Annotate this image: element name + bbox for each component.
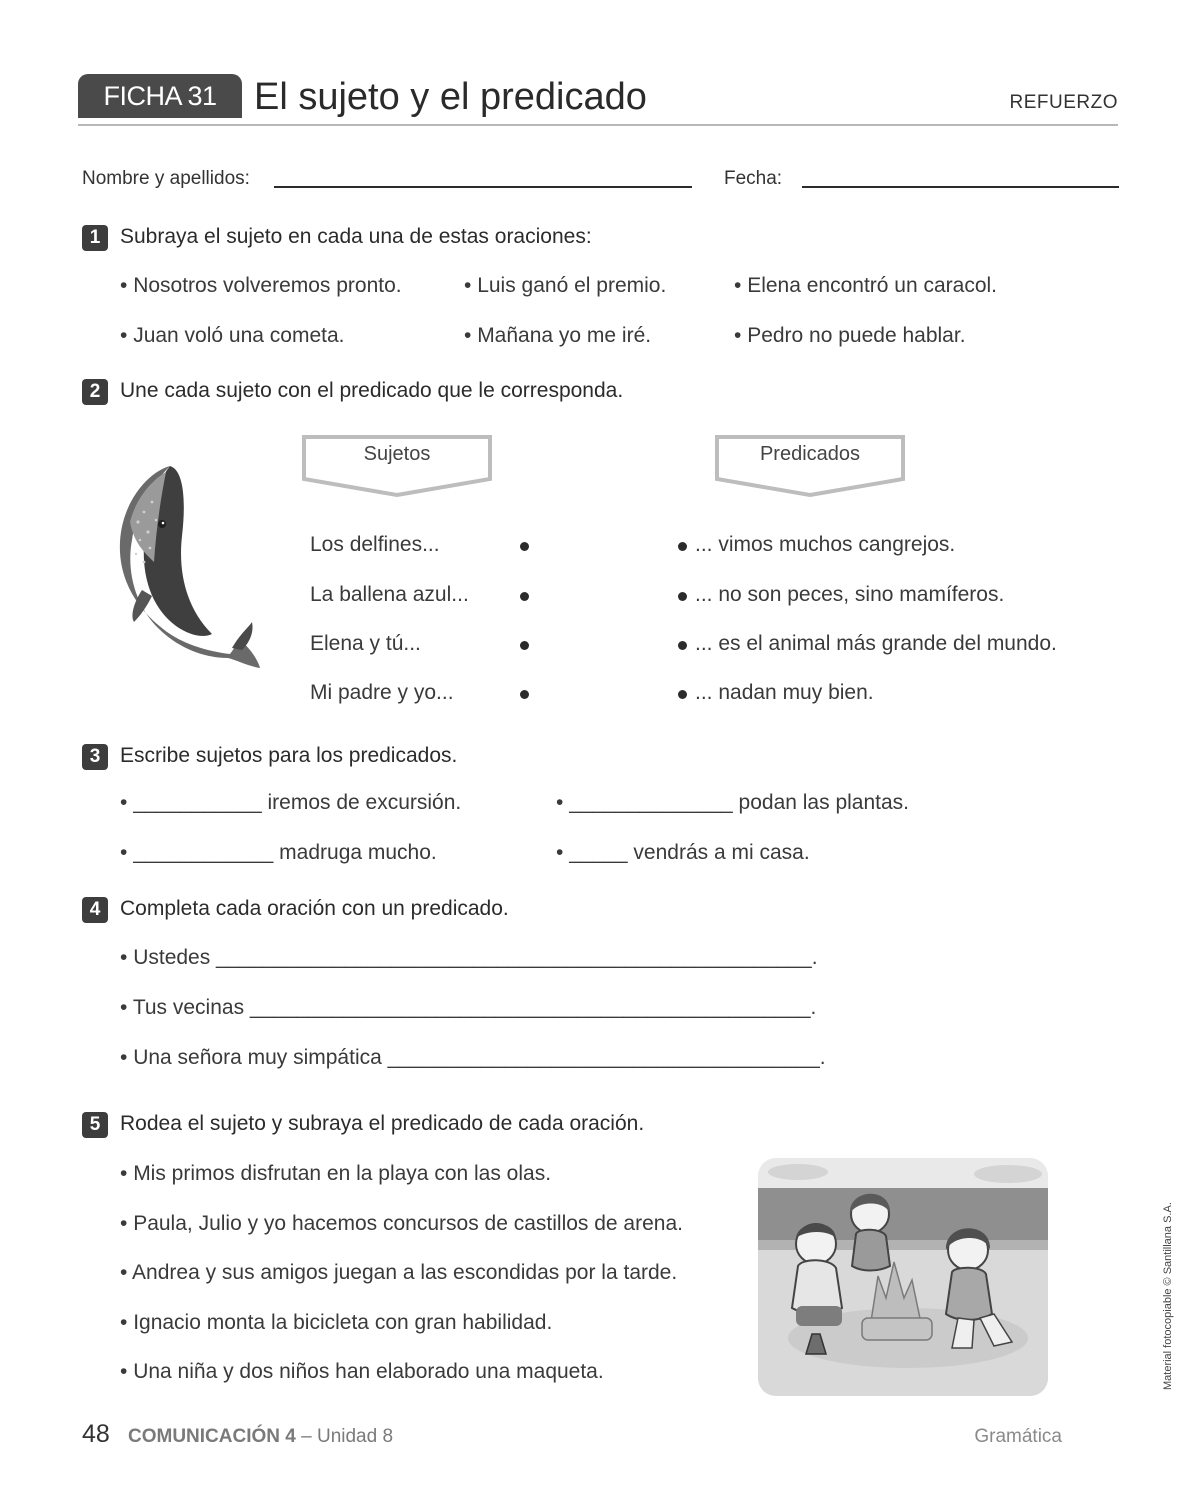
copyright-note: Material fotocopiable © Santillana S.A. xyxy=(1162,1202,1174,1390)
predicate-item: ... no son peces, sino mamíferos. xyxy=(695,583,1005,606)
subject-connector-dot[interactable] xyxy=(520,542,529,551)
subjects-banner xyxy=(302,435,492,497)
exercise-1-item[interactable]: • Mañana yo me iré. xyxy=(464,324,651,348)
exercise-4-instruction: Completa cada oración con un predicado. xyxy=(120,897,509,920)
name-label: Nombre y apellidos: xyxy=(82,168,250,189)
subject-item: Mi padre y yo... xyxy=(310,681,454,704)
subject-item: Los delfines... xyxy=(310,533,440,556)
exercise-5-item[interactable]: • Paula, Julio y yo hacemos concursos de castillos de arena. xyxy=(120,1212,683,1236)
exercise-1-number: 1 xyxy=(82,225,108,251)
predicate-item: ... vimos muchos cangrejos. xyxy=(695,533,956,556)
exercise-1-item[interactable]: • Juan voló una cometa. xyxy=(120,324,345,348)
exercise-5-instruction: Rodea el sujeto y subraya el predicado de cada oración. xyxy=(120,1112,645,1135)
exercise-1-instruction: Subraya el sujeto en cada una de estas oraciones: xyxy=(120,225,592,248)
exercise-5-item[interactable]: • Andrea y sus amigos juegan a las escondidas por la tarde. xyxy=(120,1261,677,1285)
exercise-1-item[interactable]: • Luis ganó el premio. xyxy=(464,274,666,298)
predicate-item: ... es el animal más grande del mundo. xyxy=(695,632,1057,655)
exercise-3-number: 3 xyxy=(82,744,108,770)
exercise-4-item[interactable]: • Ustedes ___________________________________________________. xyxy=(120,946,818,970)
exercise-3-item[interactable]: • ___________ iremos de excursión. xyxy=(120,791,461,815)
exercise-5-number: 5 xyxy=(82,1112,108,1138)
date-label: Fecha: xyxy=(724,168,783,189)
name-field[interactable] xyxy=(274,186,692,188)
exercise-5-item[interactable]: • Mis primos disfrutan en la playa con las olas. xyxy=(120,1162,551,1186)
exercise-4-item[interactable]: • Tus vecinas ________________________________________________. xyxy=(120,996,816,1020)
exercise-3-instruction: Escribe sujetos para los predicados. xyxy=(120,744,458,767)
exercise-5-item[interactable]: • Una niña y dos niños han elaborado una maqueta. xyxy=(120,1360,604,1384)
footer-book-name: COMUNICACIÓN 4 xyxy=(128,1426,296,1447)
exercise-4-item[interactable]: • Una señora muy simpática _____________________________________. xyxy=(120,1046,826,1070)
exercise-1-item[interactable]: • Nosotros volveremos pronto. xyxy=(120,274,402,298)
page-number: 48 xyxy=(82,1420,110,1448)
exercise-1-item[interactable]: • Pedro no puede hablar. xyxy=(734,324,966,348)
subject-connector-dot[interactable] xyxy=(520,592,529,601)
exercise-2-number: 2 xyxy=(82,379,108,405)
predicate-connector-dot[interactable] xyxy=(678,641,687,650)
subject-connector-dot[interactable] xyxy=(520,641,529,650)
subjects-header: Sujetos xyxy=(363,443,431,465)
exercise-3-item[interactable]: • _____ vendrás a mi casa. xyxy=(556,841,810,865)
predicates-banner xyxy=(715,435,905,497)
footer-book-title xyxy=(128,1426,393,1448)
exercise-5-item[interactable]: • Ignacio monta la bicicleta con gran habilidad. xyxy=(120,1311,552,1335)
worksheet-badge: FICHA 31 xyxy=(78,74,242,118)
page-title: El sujeto y el predicado xyxy=(254,76,647,118)
exercise-1-item[interactable]: • Elena encontró un caracol. xyxy=(734,274,997,298)
exercise-3-item[interactable]: • ____________ madruga mucho. xyxy=(120,841,437,865)
exercise-3-item[interactable]: • ______________ podan las plantas. xyxy=(556,791,909,815)
subject-item: Elena y tú... xyxy=(310,632,421,655)
predicate-item: ... nadan muy bien. xyxy=(695,681,874,704)
level-label: REFUERZO xyxy=(1009,92,1118,113)
predicate-connector-dot[interactable] xyxy=(678,592,687,601)
exercise-4-number: 4 xyxy=(82,897,108,923)
subject-connector-dot[interactable] xyxy=(520,690,529,699)
header-divider xyxy=(78,124,1118,126)
predicate-connector-dot[interactable] xyxy=(678,690,687,699)
date-field[interactable] xyxy=(802,186,1119,188)
footer-section: Gramática xyxy=(974,1426,1062,1447)
subject-item: La ballena azul... xyxy=(310,583,469,606)
exercise-2-instruction: Une cada sujeto con el predicado que le corresponda. xyxy=(120,379,624,402)
predicates-header: Predicados xyxy=(759,443,861,465)
footer-unit: – Unidad 8 xyxy=(295,1426,394,1447)
beach-children-illustration xyxy=(758,1158,1048,1396)
predicate-connector-dot[interactable] xyxy=(678,542,687,551)
whale-illustration xyxy=(108,462,268,674)
